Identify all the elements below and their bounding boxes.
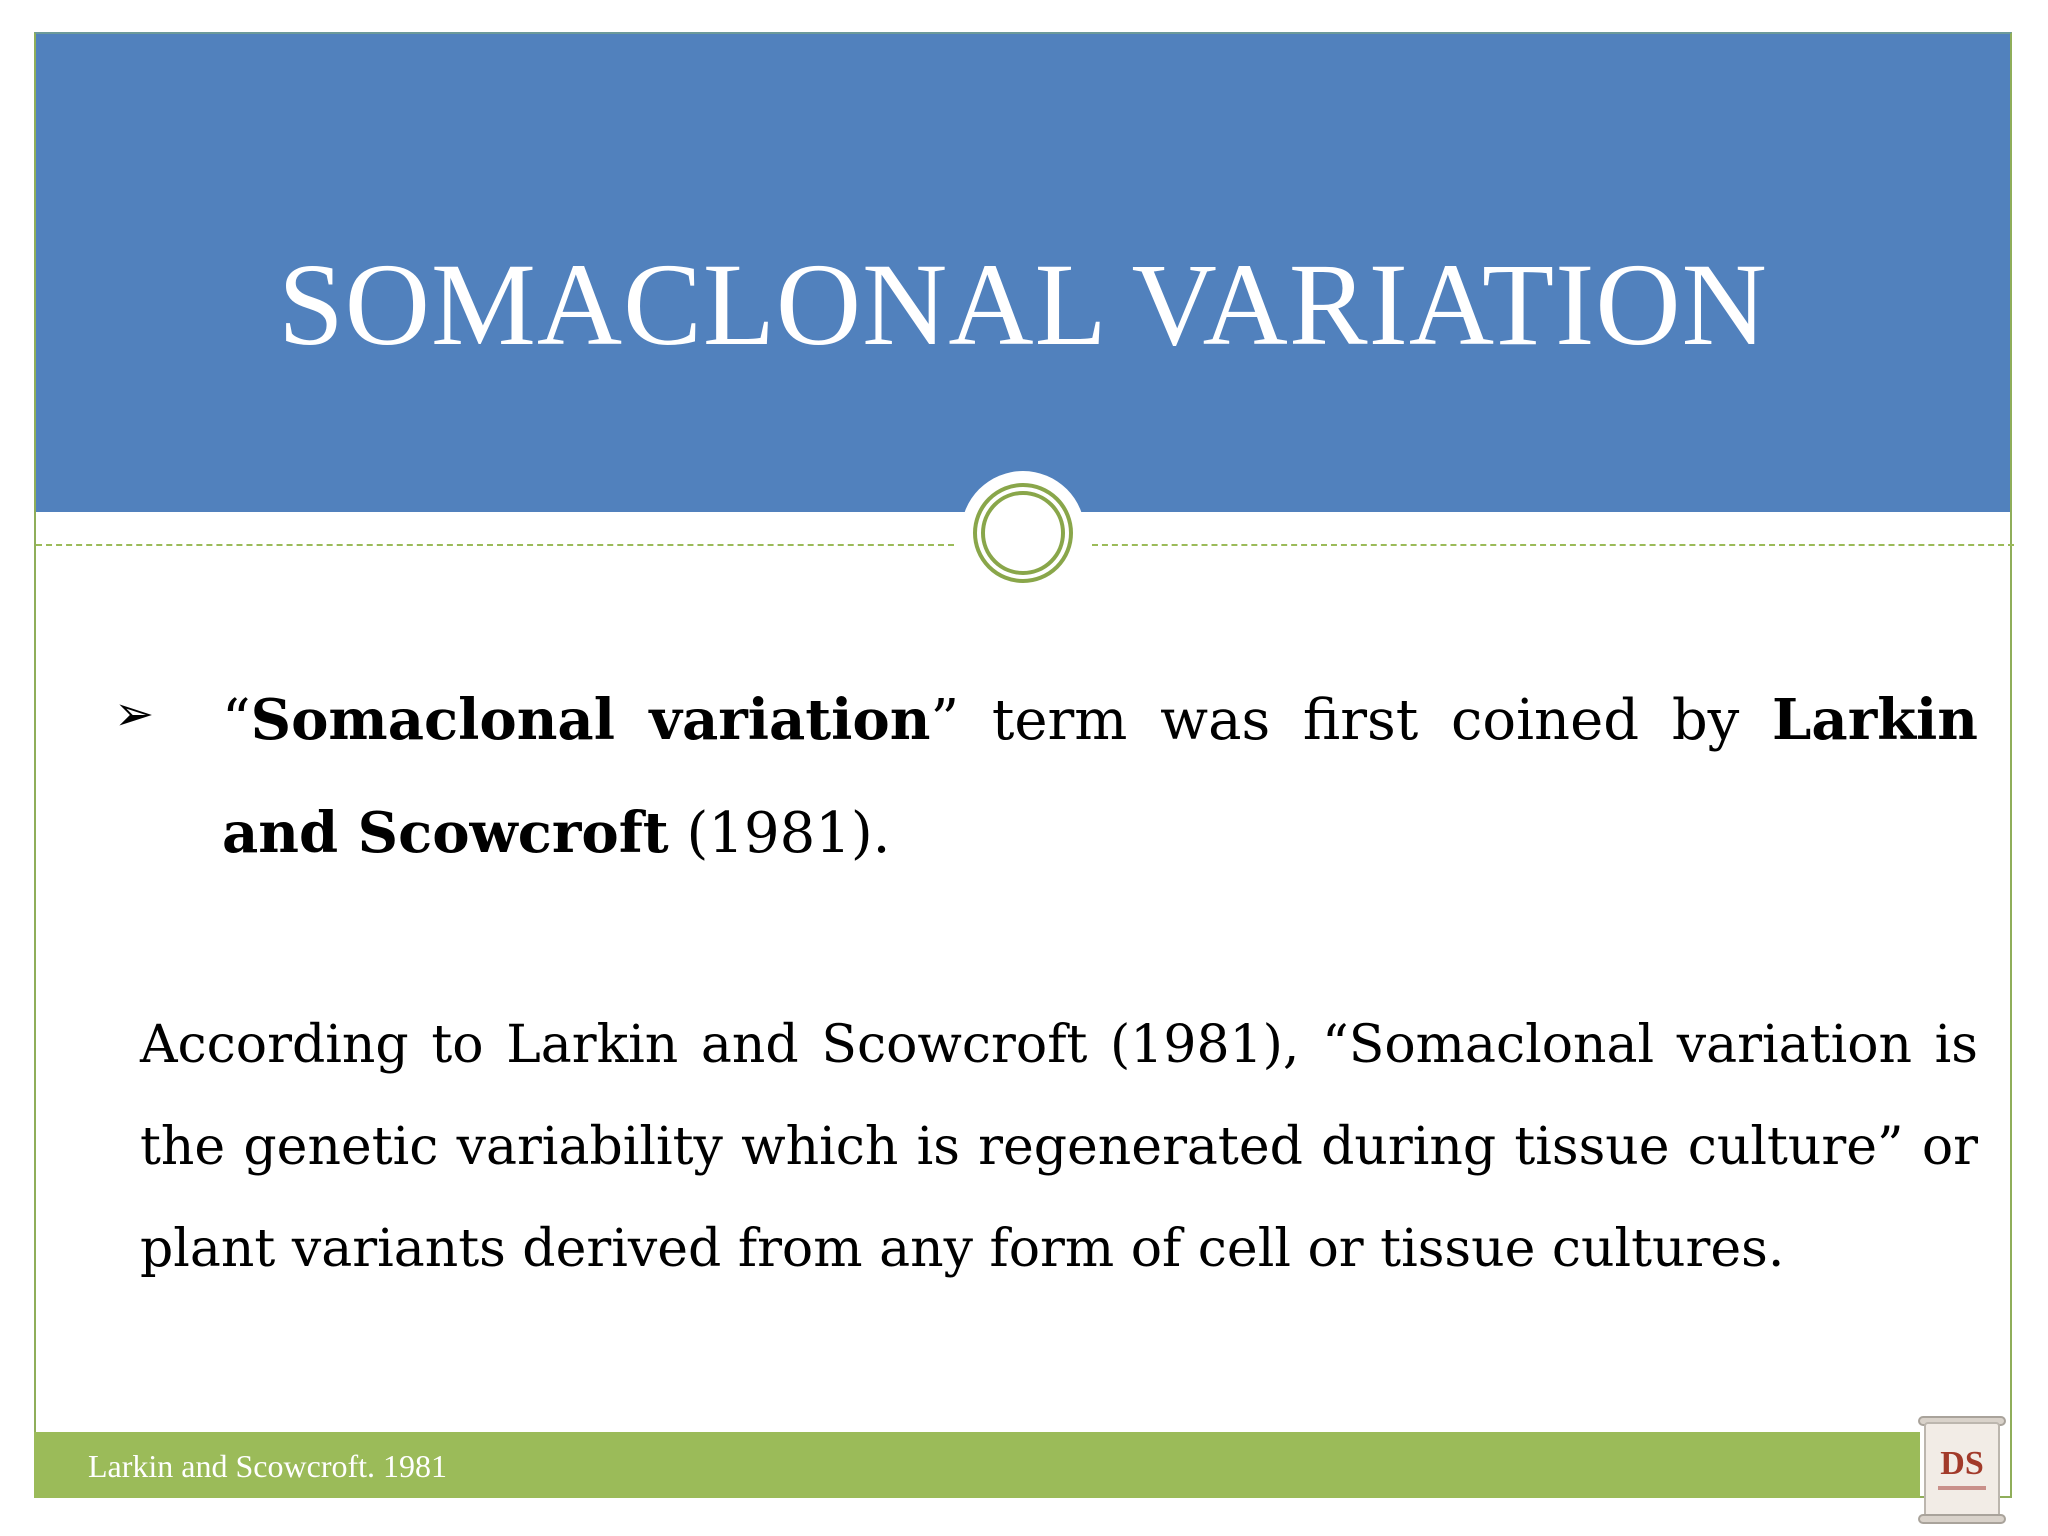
arrow-bullet-icon: ➢ (114, 686, 155, 742)
definition-paragraph: According to Larkin and Scowcroft (1981), “Somaclonal variation is the genetic variability which is regenerated during tissue culture” or plant variants derived from any form of cell or tissue cultures. (140, 1015, 1978, 1279)
divider-line-right (1092, 544, 2014, 546)
authors-name: Larkin and Scowcroft (222, 687, 1978, 866)
quote-close: ” (930, 688, 960, 753)
footer-bar (34, 1432, 1920, 1498)
slide-title: SOMACLONAL VARIATION (278, 239, 1768, 370)
inner-ring (981, 491, 1065, 575)
quote-open: “ (222, 688, 251, 753)
footer-citation: Larkin and Scowcroft. 1981 (88, 1448, 448, 1484)
term-somaclonal-variation: Somaclonal variation (250, 687, 931, 753)
bullet-mid-text: term was first coined by (959, 688, 1773, 753)
bullet-year: (1981). (668, 801, 891, 866)
logo-initials: DS (1940, 1445, 1984, 1482)
scroll-bottom-roll (1918, 1514, 2006, 1524)
bullet-text (222, 664, 1978, 890)
logo-subtext-line (1938, 1486, 1986, 1490)
ds-scroll-logo (1918, 1416, 2010, 1526)
circle-medallion-icon (961, 471, 1085, 595)
title-banner (36, 34, 2010, 512)
divider-line-left (36, 544, 954, 546)
slide-frame (34, 32, 2012, 1498)
